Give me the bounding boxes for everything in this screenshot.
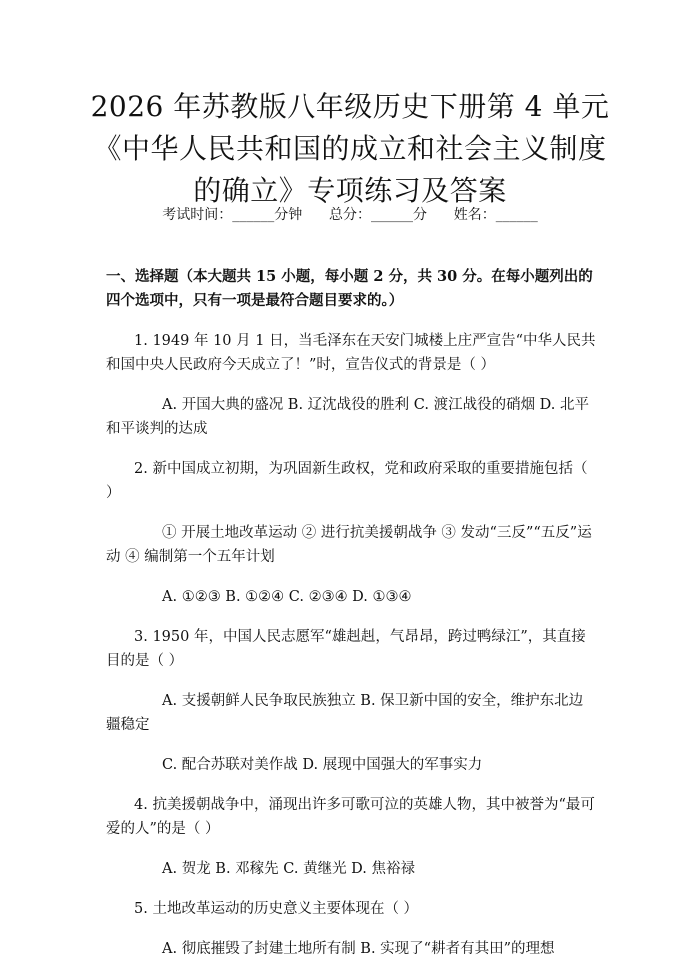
question-1-stem: 1. 1949 年 10 月 1 日，当毛泽东在天安门城楼上庄严宣告“中华人民共和国中央人民政府今天成立了！”时，宣告仪式的背景是（ ） [106,333,596,373]
exam-meta-line: 考试时间：______分钟 总分：______分 姓名：______ [162,207,538,223]
section-heading-multiple-choice: 一、选择题（本大题共 15 小题，每小题 2 分，共 30 分。在每小题列出的四个选项中，只有一项是最符合题目要求的。） [106,268,593,309]
question-4-stem: 4. 抗美援朝战争中，涌现出许多可歌可泣的英雄人物，其中被誉为“最可爱的人”的是（ ） [106,797,595,837]
question-3-stem: 3. 1950 年，中国人民志愿军“雄赳赳，气昂昂，跨过鸭绿江”，其直接目的是（ ） [106,629,586,669]
question-content [106,265,596,977]
question-5-options: A. 彻底摧毁了封建土地所有制 B. 实现了“耕者有其田”的理想 [162,941,555,957]
question-5-stem: 5. 土地改革运动的历史意义主要体现在（ ） [134,901,419,917]
question-3-options-cd: C. 配合苏联对美作战 D. 展现中国强大的军事实力 [162,757,483,773]
question-1-options: A. 开国大典的盛况 B. 辽沈战役的胜利 C. 渡江战役的硝烟 D. 北平和平谈判的达成 [106,397,590,437]
question-2-statements: ① 开展土地改革运动 ② 进行抗美援朝战争 ③ 发动“三反”“五反”运动 ④ 编制第一个五年计划 [106,525,592,565]
document-title: 2026 年苏教版八年级历史下册第 4 单元《中华人民共和国的成立和社会主义制度的确立》专项练习及答案 [90,90,610,207]
question-3-options-ab: A. 支援朝鲜人民争取民族独立 B. 保卫新中国的安全，维护东北边疆稳定 [106,693,584,733]
question-2-options: A. ①②③ B. ①②④ C. ②③④ D. ①③④ [162,589,412,605]
question-2-stem: 2. 新中国成立初期，为巩固新生政权，党和政府采取的重要措施包括（ ） [106,461,588,501]
question-4-options: A. 贺龙 B. 邓稼先 C. 黄继光 D. 焦裕禄 [162,861,416,877]
